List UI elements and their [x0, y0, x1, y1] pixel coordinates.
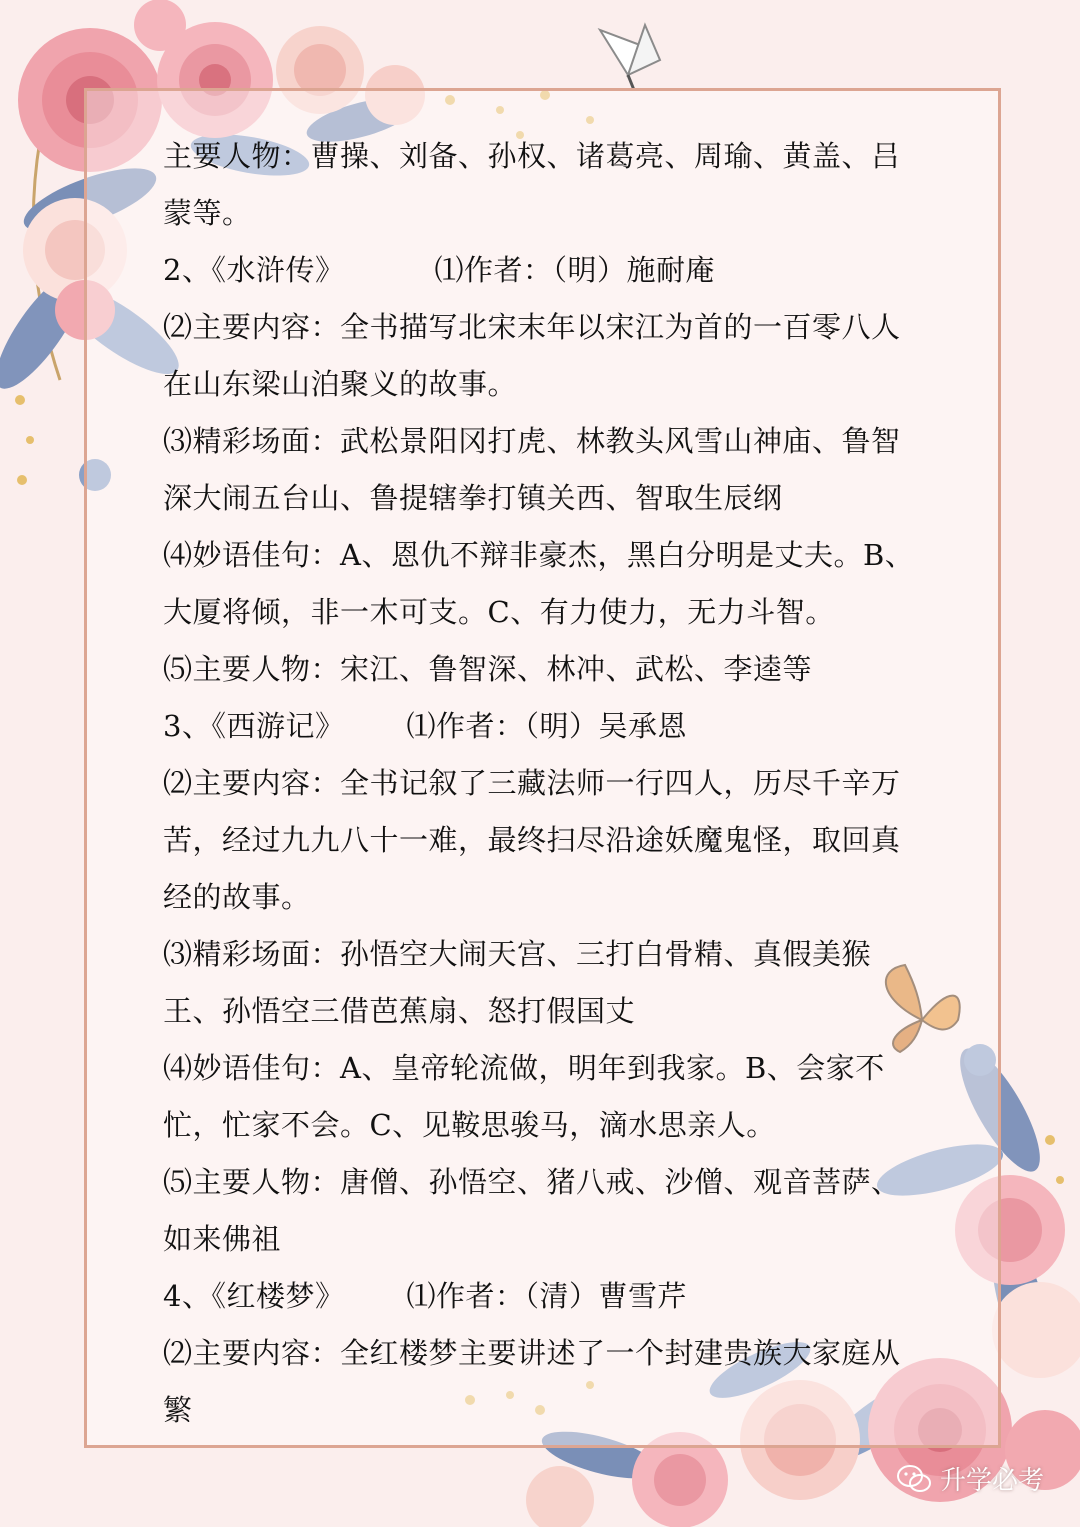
shz-heading-line — [163, 242, 923, 299]
xyj-quotes: ⑷妙语佳句：A、皇帝轮流做，明年到我家。B、会家不忙，忙家不会。C、见鞍思骏马，滴水思亲人。 — [163, 1051, 885, 1142]
xyj-heading-line — [163, 698, 923, 755]
xyj-scenes: ⑶精彩场面：孙悟空大闹天宫、三打白骨精、真假美猴王、孙悟空三借芭蕉扇、怒打假国丈 — [163, 937, 872, 1028]
hlm-author: ⑴作者：（清）曹雪芹 — [406, 1279, 687, 1313]
hlm-heading-line — [163, 1268, 923, 1325]
xyj-author: ⑴作者：（明）吴承恩 — [406, 709, 687, 743]
shz-quotes: ⑷妙语佳句：A、恩仇不辩非豪杰，黑白分明是丈夫。B、大厦将倾，非一木可支。C、有力使力，无力斗智。 — [163, 538, 915, 629]
sgyy-main-characters: 主要人物：曹操、刘备、孙权、诸葛亮、周瑜、黄盖、吕蒙等。 — [163, 139, 901, 230]
shz-author: ⑴作者：（明）施耐庵 — [434, 253, 715, 287]
hlm-content: ⑵主要内容：全红楼梦主要讲述了一个封建贵族大家庭从繁 — [163, 1336, 901, 1427]
xyj-title: 3、《西游记》 — [163, 709, 345, 743]
shz-content: ⑵主要内容：全书描写北宋末年以宋江为首的一百零八人在山东梁山泊聚义的故事。 — [163, 310, 901, 401]
butterfly-top — [600, 25, 660, 90]
wechat-icon — [896, 1464, 932, 1494]
document-body — [163, 128, 923, 1439]
xyj-characters: ⑸主要人物：唐僧、孙悟空、猪八戒、沙僧、观音菩萨、如来佛祖 — [163, 1165, 901, 1256]
shz-title: 2、《水浒传》 — [163, 253, 345, 287]
xyj-content: ⑵主要内容：全书记叙了三藏法师一行四人，历尽千辛万苦，经过九九八十一难，最终扫尽沿途妖魔鬼怪，取回真经的故事。 — [163, 766, 901, 914]
watermark-text: 升学必考 — [939, 1466, 1044, 1496]
shz-scenes: ⑶精彩场面：武松景阳冈打虎、林教头风雪山神庙、鲁智深大闹五台山、鲁提辖拳打镇关西、智取生辰纲 — [163, 424, 901, 515]
hlm-title: 4、《红楼梦》 — [163, 1279, 345, 1313]
watermark — [896, 1460, 1044, 1497]
shz-characters: ⑸主要人物：宋江、鲁智深、林冲、武松、李逵等 — [163, 652, 813, 686]
